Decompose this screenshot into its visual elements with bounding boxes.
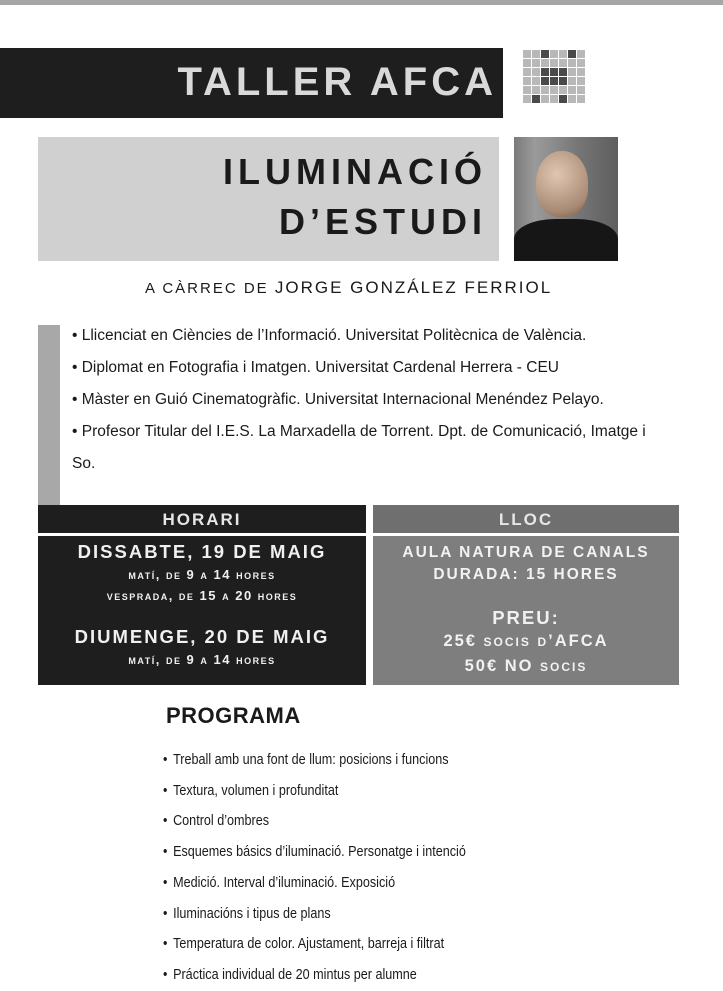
lloc-panel (373, 505, 679, 685)
logo-cell (541, 77, 549, 85)
bullet-icon: • (163, 935, 168, 953)
instructor-name: JORGE GONZÁLEZ FERRIOL (274, 278, 553, 297)
horari-heading: HORARI (38, 505, 366, 536)
programa-item (163, 776, 466, 807)
logo-cell (568, 59, 576, 67)
bullet-icon: • (163, 781, 168, 799)
logo-cell (568, 68, 576, 76)
logo-cell (550, 77, 558, 85)
logo-cell (532, 68, 540, 76)
logo-cell (523, 59, 531, 67)
byline-prefix: A CÀRREC DE (145, 280, 269, 297)
cv-item: • Màster en Guió Cinematogràfic. Universitat Internacional Menéndez Pelayo. (72, 391, 604, 408)
bullet-icon: • (163, 812, 168, 830)
logo-cell (577, 59, 585, 67)
cv-item-text: Màster en Guió Cinematogràfic. Universitat Internacional Menéndez Pelayo. (81, 391, 604, 408)
logo-cell (568, 50, 576, 58)
horari-day1-morning: matí, de 9 a 14 hores (128, 567, 276, 582)
logo-cell (559, 68, 567, 76)
programa-item-text: Treball amb una font de llum: posicions i funcions (173, 751, 449, 768)
logo-cell (568, 77, 576, 85)
programa-item-text: Iluminacións i tipus de plans (173, 904, 331, 922)
programa-item-text: Esquemes básics d’iluminació. Personatge i intenció (173, 843, 466, 861)
logo-cell (550, 50, 558, 58)
bullet-icon: • (163, 873, 168, 891)
logo-cell (577, 68, 585, 76)
programa-item-text: Control d’ombres (173, 812, 270, 830)
programa-item (163, 837, 466, 868)
logo-cell (559, 86, 567, 94)
programa-title: PROGRAMA (166, 703, 301, 728)
logo-cell (568, 86, 576, 94)
cv-item-text: Diplomat en Fotografia i Imatgen. Universitat Cardenal Herrera - CEU (81, 359, 559, 376)
logo-cell (532, 50, 540, 58)
logo-cell (577, 50, 585, 58)
programa-item-text: Medició. Interval d’iluminació. Exposició (173, 873, 396, 891)
logo-cell (532, 86, 540, 94)
logo-cell (541, 86, 549, 94)
logo-cell (523, 86, 531, 94)
workshop-title-line1: ILUMINACIÓ (223, 151, 487, 192)
top-rule (0, 0, 723, 5)
bullet-icon: • (163, 965, 168, 983)
bullet-icon: • (163, 843, 168, 861)
logo-cell (550, 86, 558, 94)
logo-cell (577, 77, 585, 85)
programa-item (163, 806, 466, 837)
workshop-title-box (38, 137, 499, 261)
lloc-duration: DURADA: 15 HORES (433, 566, 619, 583)
header-title: TALLER AFCA (177, 60, 497, 104)
cv-item: • Diplomat en Fotografia i Imatgen. Universitat Cardenal Herrera - CEU (72, 359, 559, 376)
horari-panel (38, 505, 366, 685)
logo-cell (577, 86, 585, 94)
logo-cell (523, 50, 531, 58)
lloc-heading: LLOC (373, 505, 679, 536)
byline (145, 278, 552, 298)
logo-cell (550, 59, 558, 67)
logo-cell (532, 95, 540, 103)
logo-cell (559, 59, 567, 67)
programa-item (163, 929, 466, 960)
photo-head (536, 151, 588, 217)
logo-cell (523, 68, 531, 76)
horari-day2: DIUMENGE, 20 DE MAIG (74, 626, 330, 647)
cv-list (72, 320, 672, 480)
lloc-place: AULA NATURA DE CANALS (402, 544, 650, 561)
instructor-photo (514, 137, 618, 261)
logo-cell (541, 59, 549, 67)
logo-cell (541, 95, 549, 103)
lloc-price-members: 25€ socis d’AFCA (443, 632, 609, 650)
programa-item-text: Textura, volumen i profunditat (173, 781, 339, 799)
logo-cell (541, 50, 549, 58)
programa-list (163, 745, 524, 991)
photo-body (514, 219, 618, 261)
cv-item: • Profesor Titular del I.E.S. La Marxadella de Torrent. Dpt. de Comunicació, Imatge i So. (72, 423, 646, 472)
lloc-price-heading: PREU: (492, 607, 560, 628)
logo-cell (541, 68, 549, 76)
logo-cell (523, 95, 531, 103)
cv-item: • Llicenciat en Ciències de l’Informació. Universitat Politècnica de València. (72, 327, 587, 344)
cv-item-text: Profesor Titular del I.E.S. La Marxadella de Torrent. Dpt. de Comunicació, Imatge i So. (72, 423, 646, 472)
bullet-icon: • (163, 904, 168, 922)
programa-item (163, 868, 466, 899)
cv-accent-bar (38, 325, 60, 505)
logo-cell (550, 95, 558, 103)
logo-cell (568, 95, 576, 103)
cv-item-text: Llicenciat en Ciències de l’Informació. Universitat Politècnica de València. (81, 327, 587, 344)
logo-cell (550, 68, 558, 76)
programa-item-text: Temperatura de color. Ajustament, barreja i filtrat (173, 935, 445, 953)
horari-day1: DISSABTE, 19 DE MAIG (77, 541, 327, 562)
logo-cell (532, 77, 540, 85)
logo-cell (532, 59, 540, 67)
programa-item (163, 899, 466, 930)
logo-cell (559, 95, 567, 103)
horari-day2-morning: matí, de 9 a 14 hores (128, 652, 276, 667)
programa-item (163, 745, 466, 776)
logo-cell (523, 77, 531, 85)
lloc-price-non-members: 50€ NO socis (464, 657, 588, 675)
logo-cell (577, 95, 585, 103)
programa-item (163, 960, 466, 991)
horari-day1-afternoon: vesprada, de 15 a 20 hores (106, 588, 298, 603)
afca-logo-icon (523, 50, 587, 106)
header-bar (0, 48, 503, 118)
workshop-title-line2: D’ESTUDI (278, 201, 487, 242)
logo-cell (559, 50, 567, 58)
logo-cell (559, 77, 567, 85)
bullet-icon: • (163, 751, 168, 768)
programa-item-text: Práctica individual de 20 mintus per alumne (173, 965, 417, 983)
